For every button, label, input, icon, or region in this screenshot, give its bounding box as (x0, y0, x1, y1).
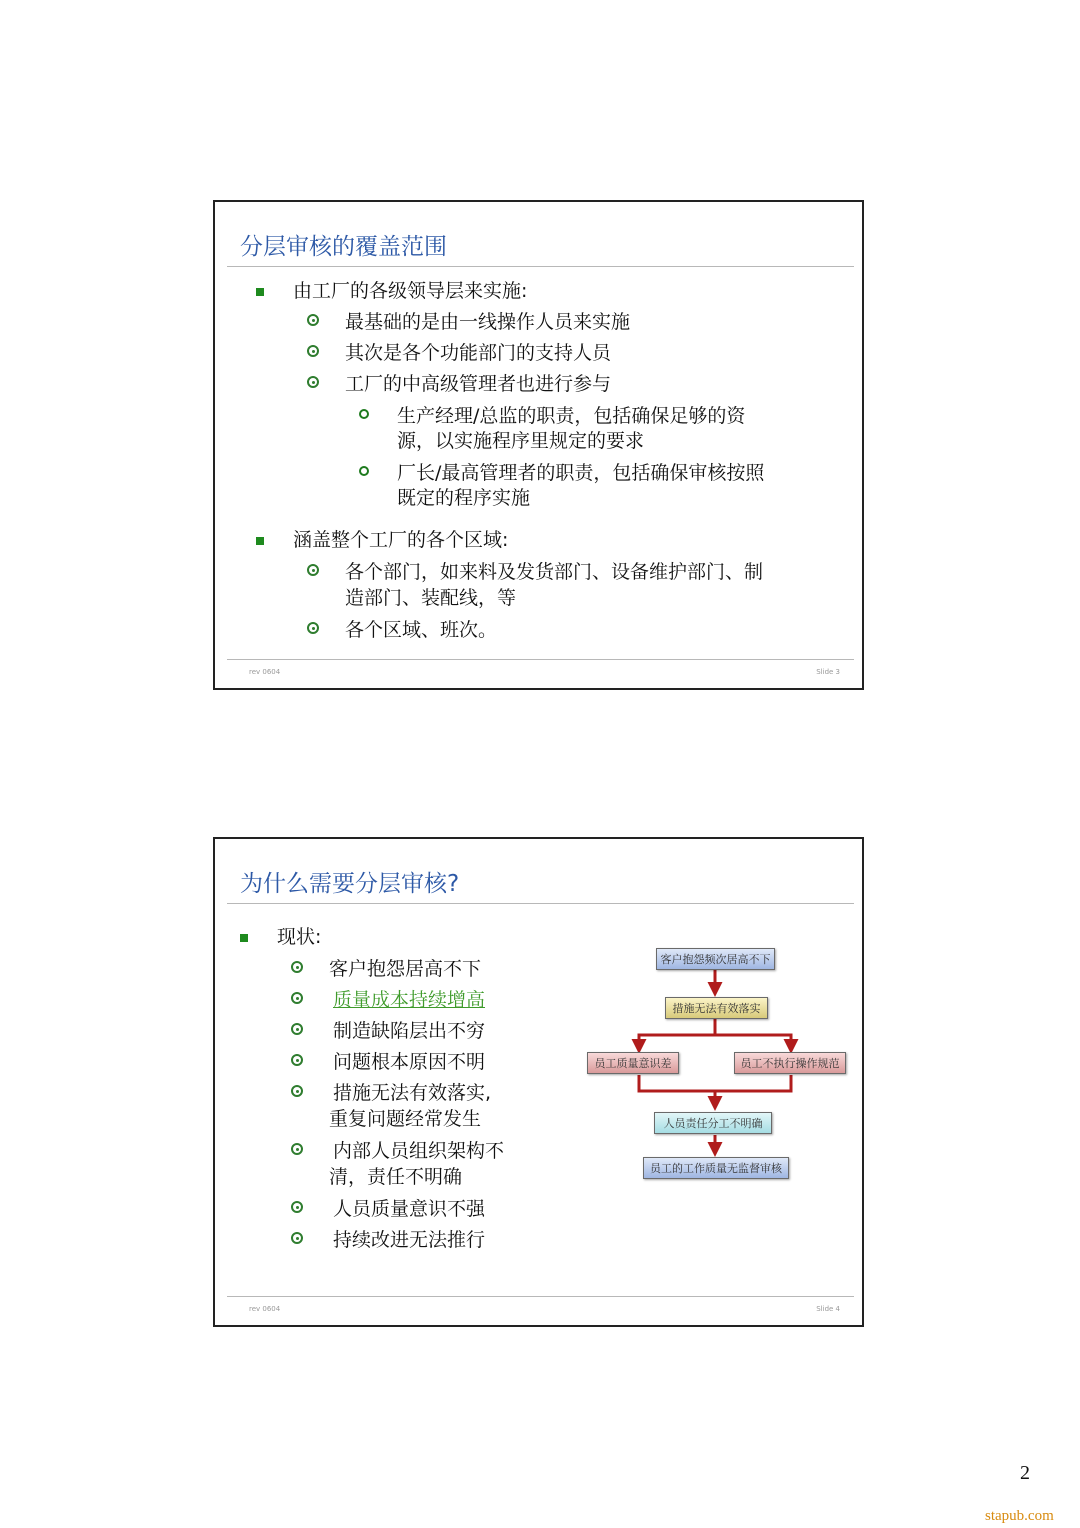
flow-box-poor-quality-awareness: 员工质量意识差 (587, 1052, 679, 1074)
list-item: 持续改进无法推行 (333, 1229, 486, 1251)
list-item-line: 措施无法有效落实, (333, 1082, 492, 1104)
list-item-line: 既定的程序实施 (397, 487, 531, 509)
slide-3 (213, 200, 864, 690)
square-bullet-icon (256, 288, 264, 296)
footer-revision: rev 0604 (249, 1305, 281, 1313)
footer-divider (227, 1296, 854, 1297)
circle-bullet-icon (307, 314, 319, 326)
list-item: 人员质量意识不强 (333, 1198, 486, 1220)
quality-cost-link[interactable]: 质量成本持续增高 (333, 989, 486, 1011)
list-item-line: 生产经理/总监的职责，包括确保足够的资 (397, 405, 746, 427)
ring-bullet-icon (359, 409, 369, 419)
circle-bullet-icon (307, 622, 319, 634)
flow-box-not-following-procedures: 员工不执行操作规范 (734, 1052, 846, 1074)
list-item: 客户抱怨居高不下 (329, 958, 482, 980)
flow-box-unclear-responsibility: 人员责任分工不明确 (654, 1112, 772, 1134)
footer-divider (227, 659, 854, 660)
list-item: 工厂的中高级管理者也进行参与 (345, 373, 612, 395)
list-item-line: 清，责任不明确 (329, 1166, 463, 1188)
list-item: 由工厂的各级领导层来实施: (293, 280, 528, 302)
flow-box-customer-complaints: 客户抱怨频次居高不下 (656, 948, 775, 970)
footer-revision: rev 0604 (249, 668, 281, 676)
list-item: 涵盖整个工厂的各个区域: (293, 529, 509, 551)
footer-slide-number: Slide 4 (816, 1305, 840, 1313)
page-number: 2 (1020, 1462, 1030, 1484)
arrow-2-4 (639, 1035, 791, 1051)
slide-title: 为什么需要分层审核? (240, 871, 460, 897)
flow-box-no-supervision-audit: 员工的工作质量无监督审核 (643, 1157, 789, 1179)
list-item-line: 造部门、装配线，等 (345, 587, 517, 609)
circle-bullet-icon (307, 564, 319, 576)
list-item: 各个区域、班次。 (345, 619, 498, 641)
list-item: 制造缺陷层出不穷 (333, 1020, 486, 1042)
square-bullet-icon (256, 537, 264, 545)
ring-bullet-icon (359, 466, 369, 476)
title-divider (227, 266, 854, 267)
list-item: 其次是各个功能部门的支持人员 (345, 342, 612, 364)
footer-slide-number: Slide 3 (816, 668, 840, 676)
site-watermark[interactable]: stapub.com (985, 1508, 1054, 1524)
slide-title: 分层审核的覆盖范围 (240, 234, 447, 260)
list-item-line: 内部人员组织架构不 (333, 1140, 505, 1162)
list-item-line: 源，以实施程序里规定的要求 (397, 430, 645, 452)
list-item: 现状: (277, 926, 322, 948)
list-item: 最基础的是由一线操作人员来实施 (345, 311, 631, 333)
flowchart-connectors (215, 839, 866, 1329)
list-item-line: 重复问题经常发生 (329, 1108, 482, 1130)
circle-bullet-icon (307, 345, 319, 357)
flow-box-measures-not-implemented: 措施无法有效落实 (665, 997, 768, 1019)
list-item-line: 厂长/最高管理者的职责，包括确保审核按照 (397, 462, 765, 484)
circle-bullet-icon (307, 376, 319, 388)
list-item-line: 各个部门，如来料及发货部门、设备维护部门、制 (345, 561, 764, 583)
slide-4 (213, 837, 864, 1327)
list-item: 问题根本原因不明 (333, 1051, 486, 1073)
